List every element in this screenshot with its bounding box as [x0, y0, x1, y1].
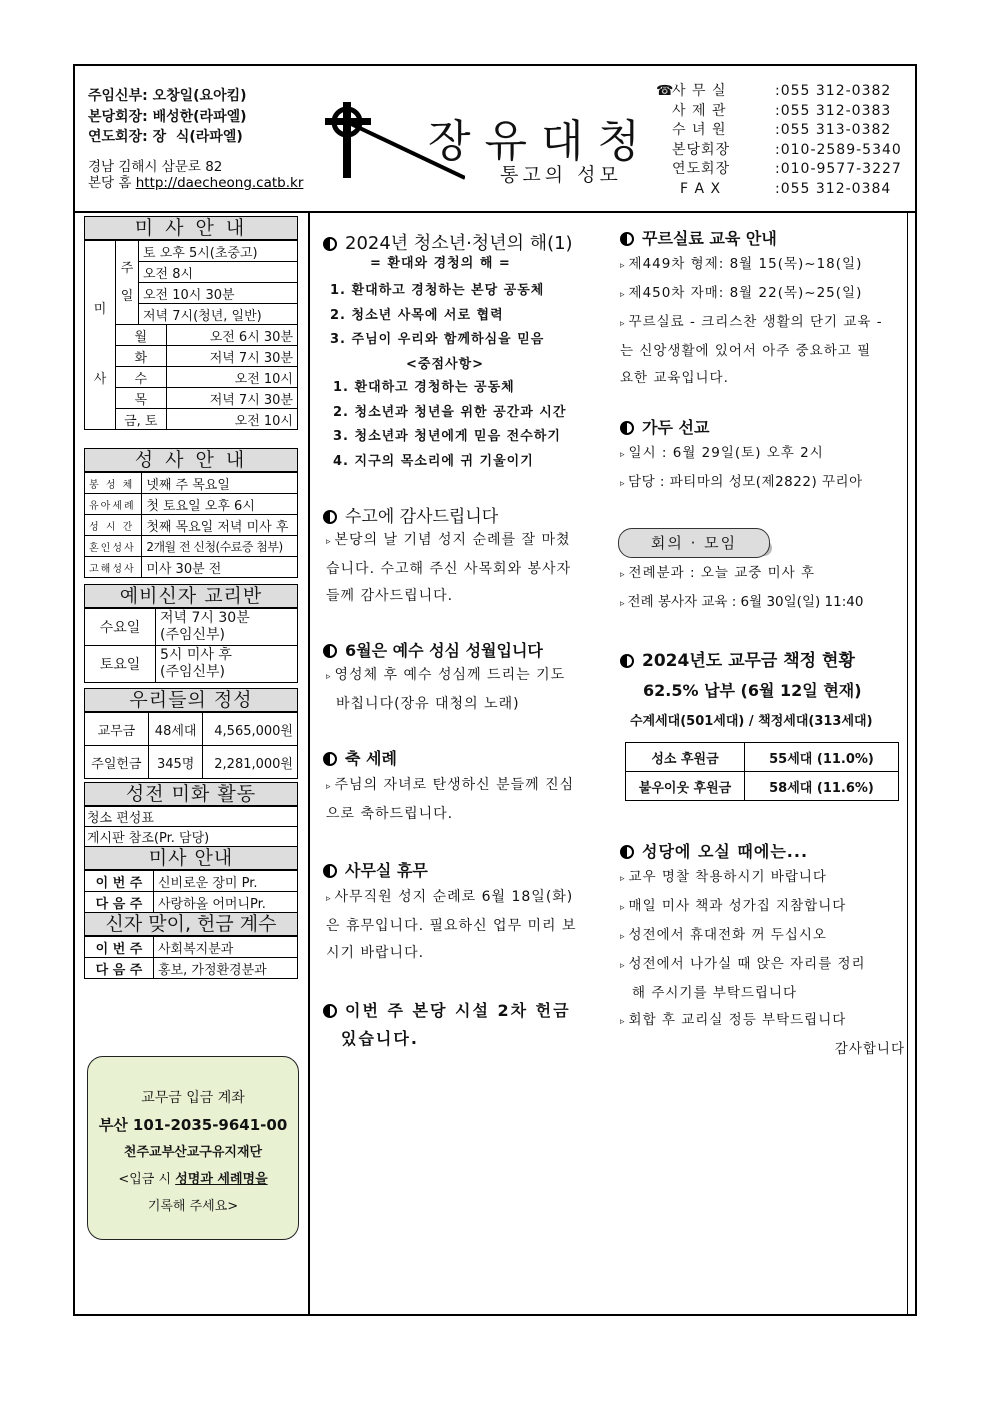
fee-table: 성소 후원금 55세대 (11.0%) 불우이웃 후원금 58세대 (11.6%) — [625, 742, 899, 801]
june-body: ▹ 영성체 후 예수 성심께 드리는 기도 바칩니다(장유 대청의 노래) — [326, 667, 566, 712]
visit-body: ▹ 교우 명찰 착용하시기 바랍니다 ▹ 매일 미사 책과 성가집 지참합니다 ▹ 성전에서 휴대전화 꺼 두십시오 ▹ 성전에서 나가실 때 앉은 자리를 정리 해 주시기를 부탁드립니다 ▹ 회합 후 교리실 정등 부탁드립니다 감사합니다 — [620, 869, 905, 1057]
youth-list2: 1. 환대하고 경청하는 공동체 2. 청소년과 청년을 위한 공간과 시간 3. 청소년과 청년에게 믿음 전수하기 4. 지구의 목소리에 귀 기울이기 — [333, 380, 567, 469]
phone-icon: ☎ — [656, 83, 675, 99]
contact-row: 연도회장 : 010-9577-3227 — [672, 161, 902, 177]
half-circle-icon — [323, 864, 337, 878]
june-title: 6월은 예수 성심 성월입니다 — [323, 638, 543, 661]
cursillo-body: ▹ 제449차 형제: 8월 15(목)~18(일) ▹ 제450차 자매: 8월 22(목)~25(일) ▹ 꾸르실료 - 크리스찬 생활의 단기 교육 - 는 신앙생활에 있어서 아주 중요하고 필 요한 교육입니다. — [620, 256, 883, 386]
office-body: ▹ 사무직원 성지 순례로 6월 18일(화) 은 휴무입니다. 필요하신 업무 미리 보 시기 바랍니다. — [326, 889, 577, 961]
sacrament-title: 성 사 안 내 — [84, 448, 298, 472]
sacrament-table: 봉 성 체 넷째 주 목요일 유아세례 첫 토요일 오후 6시 성 시 간 첫째 목요일 저녁 미사 후 혼인성사 2개월 전 신청(수료증 첨부) 고해성사 미사 30분 전 — [84, 472, 298, 578]
sunday-label: 주 일 — [116, 241, 139, 325]
baptism-body: ▹ 주님의 자녀로 탄생하신 분들께 진심 으로 축하드립니다. — [326, 777, 575, 822]
thanks-title: 수고에 감사드립니다 — [323, 502, 498, 527]
right-margin-line — [907, 212, 908, 1316]
contact-row: 사 제 관 : 055 312-0383 — [672, 102, 892, 119]
homepage-link[interactable]: http://daecheong.catb.kr — [135, 175, 304, 191]
address-block — [88, 159, 303, 191]
contact-row: 수 녀 원 : 055 313-0382 — [672, 122, 892, 138]
collection-notice: 이번 주 본당 시설 2차 헌금 있습니다. — [323, 997, 571, 1053]
mass-guide-table: 이 번 주 신비로운 장미 Pr. 다 음 주 사랑하올 어머니Pr. — [84, 870, 298, 913]
fee-title: 2024년도 교무금 책정 현황 — [620, 646, 855, 671]
catechumen-title: 예비신자 교리반 — [84, 584, 298, 608]
office-title: 사무실 휴무 — [323, 858, 428, 881]
fee-percent: 62.5% 납부 (6월 12일 현재) — [643, 681, 862, 700]
greeting-title: 신자 맞이, 헌금 계수 — [84, 912, 298, 936]
contact-row: 본당회장 : 010-2589-5340 — [672, 141, 902, 158]
mass-guide-title: 미사 안내 — [84, 846, 298, 870]
contact-row: ☎ 사 무 실 : 055 312-0382 — [656, 82, 902, 102]
officer-priest: 주임신부: 오창일(요아킴) — [88, 88, 247, 104]
fee-sub: 수계세대(501세대) / 책정세대(313세대) — [630, 714, 873, 729]
account-box: 교무금 입금 계좌 부산 101-2035-9641-00 천주교부산교구유지재단 <입금 시 성명과 세례명을 기록해 주세요> — [87, 1056, 299, 1240]
half-circle-icon — [620, 421, 634, 435]
youth-title: 2024년 청소년·청년의 해(1) — [323, 229, 573, 255]
column-divider — [308, 212, 310, 1316]
gadu-title: 가두 선교 — [620, 415, 709, 438]
contact-row: F A X : 055 312-0384 — [680, 180, 892, 197]
youth-sub: = 환대와 경청의 해 = — [370, 256, 511, 271]
half-circle-icon — [620, 654, 634, 668]
beautify-table: 청소 편성표 게시판 참조(Pr. 담당) — [84, 806, 298, 847]
header-divider — [73, 211, 917, 213]
meeting-body: ▹ 전례분과 : 오늘 교중 미사 후 ▹ 전례 봉사자 교육 : 6월 30일(일) 11:40 — [620, 565, 864, 610]
offering-title: 우리들의 정성 — [84, 688, 298, 712]
mass-label: 미 사 — [85, 241, 116, 430]
mass-table: 미 사 주 일 토 오후 5시(초중고) 오전 8시 오전 10시 30분 저녁 7시(청년, 일반) 월 오전 6시 30분 화 저녁 7시 30분 수 오전 10시 목 저녁 7시 30분 금, 토 오전 10시 — [84, 240, 298, 430]
officer-yeondo: 연도회장: 장 식(라파엘) — [88, 129, 243, 145]
gadu-body: ▹ 일시 : 6월 29일(토) 오후 2시 ▹ 담당 : 파티마의 성모(제2822) 꾸리아 — [620, 445, 863, 490]
catechumen-table: 수요일 저녁 7시 30분 (주임신부) 토요일 5시 미사 후 (주임신부) — [84, 608, 298, 683]
parish-subtitle: 통고의 성모 — [500, 164, 622, 186]
offering-table: 교무금 48세대 4,565,000원 주일헌금 345명 2,281,000원 — [84, 712, 298, 779]
half-circle-icon — [323, 237, 337, 251]
mass-title: 미 사 안 내 — [84, 216, 298, 240]
address: 경남 김해시 삼문로 82 — [88, 159, 223, 175]
half-circle-icon — [323, 1004, 337, 1018]
contact-list — [656, 82, 902, 199]
homepage: 본당 홈 http://daecheong.catb.kr — [88, 175, 304, 191]
baptism-title: 축 세례 — [323, 746, 397, 769]
half-circle-icon — [323, 510, 337, 524]
meeting-pill: 회의 · 모임 — [618, 528, 770, 558]
half-circle-icon — [620, 232, 634, 246]
thanks-body: ▹ 본당의 날 기념 성지 순례를 잘 마쳤 습니다. 수고해 주신 사목회와 봉사자 들께 감사드립니다. — [326, 532, 572, 604]
beautify-title: 성전 미화 활동 — [84, 782, 298, 806]
youth-list1: 1. 환대하고 경청하는 본당 공동체 2. 청소년 사목에 서로 협력 3. 주님이 우리와 함께하심을 믿음 <중점사항> — [330, 283, 545, 372]
greeting-table: 이 번 주 사회복지분과 다 음 주 홍보, 가정환경분과 — [84, 936, 298, 979]
half-circle-icon — [323, 752, 337, 766]
officers — [88, 86, 247, 148]
parish-title: 장유대청 — [428, 116, 655, 167]
half-circle-icon — [620, 845, 634, 859]
cursillo-title: 꾸르실료 교육 안내 — [620, 226, 777, 249]
half-circle-icon — [323, 644, 337, 658]
officer-president: 본당회장: 배성한(라파엘) — [88, 108, 247, 125]
visit-title: 성당에 오실 때에는... — [620, 839, 808, 862]
